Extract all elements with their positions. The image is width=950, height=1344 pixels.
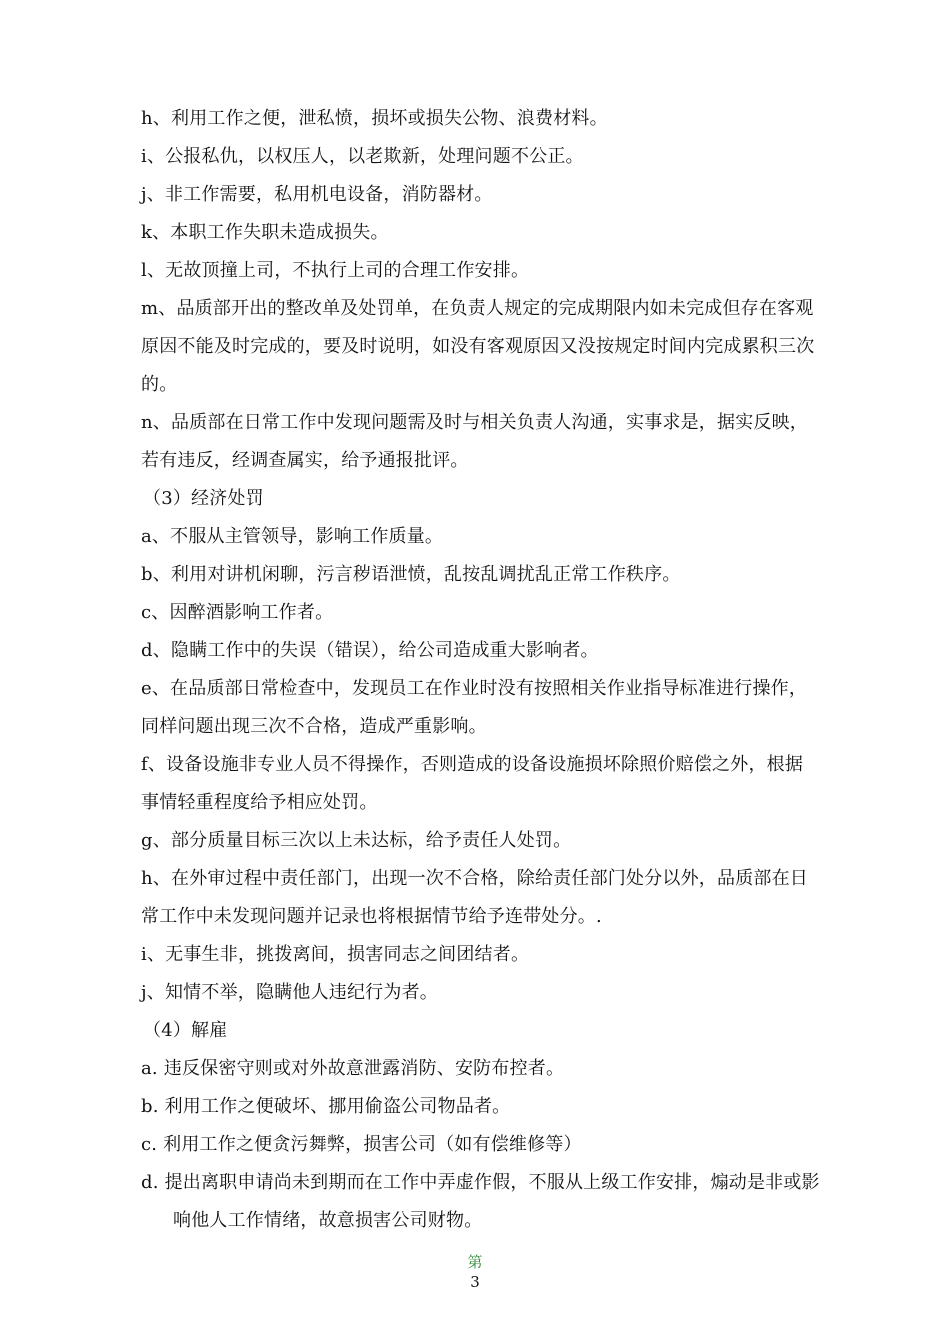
dismissal-item-a: a. 违反保密守则或对外故意泄露消防、安防布控者。 <box>141 1058 565 1079</box>
paragraph-h2: h、在外审过程中责任部门，出现一次不合格，除给责任部门处分以外，品质部在日常工作中未发现问题并记录也将根据情节给予连带处分。. <box>141 868 808 927</box>
paragraph-a: a、不服从主管领导，影响工作质量。 <box>141 526 444 547</box>
page-footer <box>0 1252 950 1292</box>
paragraph-k: k、本职工作失职未造成损失。 <box>141 222 389 243</box>
dismissal-item-c: c. 利用工作之便贪污舞弊，损害公司（如有偿维修等） <box>141 1134 582 1155</box>
dismissal-item-d: d. 提出离职申请尚未到期而在工作中弄虚作假，不服从上级工作安排，煽动是非或影响他人工作情绪，故意损害公司财物。 <box>141 1172 820 1231</box>
paragraph-j: j、非工作需要，私用机电设备，消防器材。 <box>141 184 493 205</box>
dismissal-item-b: b. 利用工作之便破坏、挪用偷盗公司物品者。 <box>141 1096 511 1117</box>
section-heading-economic-penalty: （3）经济处罚 <box>143 488 264 509</box>
paragraph-h: h、利用工作之便，泄私愤，损坏或损失公物、浪费材料。 <box>141 108 608 129</box>
paragraph-i: i、公报私仇，以权压人，以老欺新，处理问题不公正。 <box>141 146 584 167</box>
paragraph-g: g、部分质量目标三次以上未达标，给予责任人处罚。 <box>141 830 572 851</box>
paragraph-i2: i、无事生非，挑拨离间，损害同志之间团结者。 <box>141 944 530 965</box>
paragraph-b: b、利用对讲机闲聊，污言秽语泄愤，乱按乱调扰乱正常工作秩序。 <box>141 564 681 585</box>
page-number: 3 <box>470 1273 480 1291</box>
paragraph-f: f、设备设施非专业人员不得操作，否则造成的设备设施损坏除照价赔偿之外，根据事情轻重程度给予相应处罚。 <box>141 754 804 813</box>
paragraph-e: e、在品质部日常检查中，发现员工在作业时没有按照相关作业指导标准进行操作，同样问题出现三次不合格，造成严重影响。 <box>141 678 808 737</box>
section-heading-dismissal: （4）解雇 <box>143 1020 228 1041</box>
paragraph-n: n、品质部在日常工作中发现问题需及时与相关负责人沟通，实事求是，据实反映，若有违反，经调查属实，给予通报批评。 <box>141 412 808 471</box>
document-body <box>141 100 821 1240</box>
paragraph-m: m、品质部开出的整改单及处罚单，在负责人规定的完成期限内如未完成但存在客观原因不能及时完成的，要及时说明，如没有客观原因又没按规定时间内完成累积三次的。 <box>141 298 815 395</box>
paragraph-d: d、隐瞒工作中的失误（错误），给公司造成重大影响者。 <box>141 640 599 661</box>
paragraph-j2: j、知情不举，隐瞒他人违纪行为者。 <box>141 982 438 1003</box>
page-label: 第 <box>467 1253 483 1271</box>
paragraph-c: c、因醉酒影响工作者。 <box>141 602 334 623</box>
paragraph-l: l、无故顶撞上司，不执行上司的合理工作安排。 <box>141 260 530 281</box>
